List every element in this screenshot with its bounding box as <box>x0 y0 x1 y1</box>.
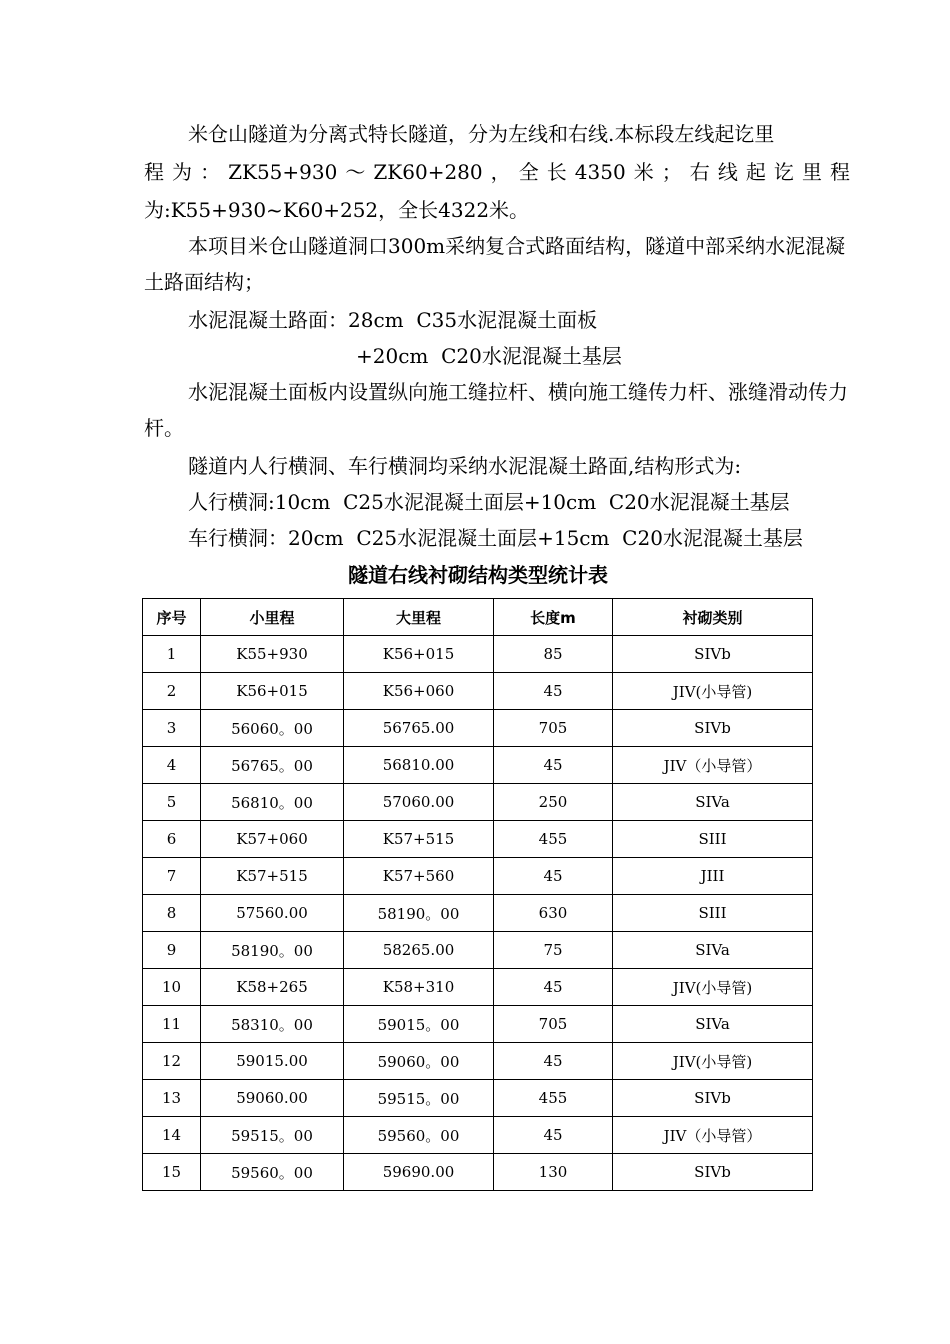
table-row <box>143 1006 813 1043</box>
cell-start-chainage: 59060.00 <box>201 1080 344 1117</box>
table-row <box>143 858 813 895</box>
table-row <box>143 1154 813 1191</box>
cell-lining-type: SIVb <box>613 636 813 673</box>
cell-end-chainage: 59690.00 <box>344 1154 494 1191</box>
cell-end-chainage: K57+560 <box>344 858 494 895</box>
cell-length: 45 <box>494 747 613 784</box>
cell-start-chainage: 57560.00 <box>201 895 344 932</box>
cell-start-chainage: K56+015 <box>201 673 344 710</box>
cell-index: 9 <box>143 932 201 969</box>
cell-end-chainage: 56810.00 <box>344 747 494 784</box>
cell-end-chainage: K58+310 <box>344 969 494 1006</box>
cell-index: 10 <box>143 969 201 1006</box>
table-row <box>143 1117 813 1154</box>
table-row <box>143 747 813 784</box>
cell-lining-type: JIV(小导管) <box>613 969 813 1006</box>
cell-lining-type: SIII <box>613 821 813 858</box>
cell-length: 45 <box>494 858 613 895</box>
cell-lining-type: JIV(小导管) <box>613 1043 813 1080</box>
table-row <box>143 710 813 747</box>
paragraph-1-line-2: 程为：ZK55+930～ZK60+280，全长4350米；右线起讫里程 <box>144 160 850 184</box>
table-row <box>143 1080 813 1117</box>
header-start-chainage: 小里程 <box>201 599 344 636</box>
table-title: 隧道右线衬砌结构类型统计表 <box>348 563 608 587</box>
cell-length: 75 <box>494 932 613 969</box>
paragraph-6: 人行横洞:10cm C25水泥混凝土面层+10cm C20水泥混凝土基层 <box>188 490 790 514</box>
table-row <box>143 784 813 821</box>
paragraph-7: 车行横洞：20cm C25水泥混凝土面层+15cm C20水泥混凝土基层 <box>188 526 803 550</box>
header-lining-type: 衬砌类别 <box>613 599 813 636</box>
cell-start-chainage: K55+930 <box>201 636 344 673</box>
cell-lining-type: JIV（小导管） <box>613 1117 813 1154</box>
cell-start-chainage: 56060。00 <box>201 710 344 747</box>
cell-start-chainage: K57+515 <box>201 858 344 895</box>
cell-index: 2 <box>143 673 201 710</box>
cell-end-chainage: 59060。00 <box>344 1043 494 1080</box>
cell-end-chainage: 56765.00 <box>344 710 494 747</box>
cell-end-chainage: 58190。00 <box>344 895 494 932</box>
cell-index: 5 <box>143 784 201 821</box>
cell-length: 45 <box>494 1117 613 1154</box>
paragraph-3-line-1: 水泥混凝土路面：28cm C35水泥混凝土面板 <box>188 308 598 332</box>
cell-index: 13 <box>143 1080 201 1117</box>
cell-start-chainage: 56810。00 <box>201 784 344 821</box>
cell-length: 45 <box>494 673 613 710</box>
table-row <box>143 895 813 932</box>
cell-end-chainage: 57060.00 <box>344 784 494 821</box>
cell-end-chainage: 58265.00 <box>344 932 494 969</box>
cell-index: 12 <box>143 1043 201 1080</box>
cell-lining-type: SIII <box>613 895 813 932</box>
paragraph-1-line-1: 米仓山隧道为分离式特长隧道，分为左线和右线.本标段左线起讫里 <box>188 122 775 146</box>
table-row <box>143 932 813 969</box>
cell-end-chainage: 59560。00 <box>344 1117 494 1154</box>
paragraph-2: 本项目米仓山隧道洞口300m采纳复合式路面结构，隧道中部采纳水泥混凝土路面结构； <box>144 234 846 294</box>
table-body <box>143 636 813 1191</box>
cell-length: 705 <box>494 1006 613 1043</box>
cell-lining-type: SIVb <box>613 1080 813 1117</box>
cell-index: 7 <box>143 858 201 895</box>
table-row <box>143 969 813 1006</box>
cell-index: 11 <box>143 1006 201 1043</box>
cell-start-chainage: K57+060 <box>201 821 344 858</box>
cell-index: 4 <box>143 747 201 784</box>
cell-end-chainage: K56+015 <box>344 636 494 673</box>
cell-length: 630 <box>494 895 613 932</box>
cell-length: 455 <box>494 821 613 858</box>
paragraph-4: 水泥混凝土面板内设置纵向施工缝拉杆、横向施工缝传力杆、涨缝滑动传力杆。 <box>144 380 848 440</box>
cell-end-chainage: K57+515 <box>344 821 494 858</box>
table-header-row <box>143 599 813 636</box>
cell-index: 3 <box>143 710 201 747</box>
cell-start-chainage: 58190。00 <box>201 932 344 969</box>
cell-lining-type: SIVa <box>613 1006 813 1043</box>
table-row <box>143 673 813 710</box>
table-row <box>143 1043 813 1080</box>
cell-lining-type: JIV(小导管) <box>613 673 813 710</box>
paragraph-5: 隧道内人行横洞、车行横洞均采纳水泥混凝土路面,结构形式为: <box>188 454 742 478</box>
cell-length: 45 <box>494 1043 613 1080</box>
cell-length: 705 <box>494 710 613 747</box>
table-row <box>143 821 813 858</box>
cell-lining-type: SIVa <box>613 932 813 969</box>
lining-structure-table <box>142 598 813 1191</box>
paragraph-1-line-3: 为:K55+930~K60+252，全长4322米。 <box>144 198 530 222</box>
cell-lining-type: SIVb <box>613 710 813 747</box>
cell-end-chainage: 59015。00 <box>344 1006 494 1043</box>
cell-start-chainage: K58+265 <box>201 969 344 1006</box>
header-end-chainage: 大里程 <box>344 599 494 636</box>
cell-end-chainage: 59515。00 <box>344 1080 494 1117</box>
cell-length: 455 <box>494 1080 613 1117</box>
cell-length: 45 <box>494 969 613 1006</box>
header-length: 长度m <box>494 599 613 636</box>
cell-lining-type: SIVa <box>613 784 813 821</box>
cell-start-chainage: 59015.00 <box>201 1043 344 1080</box>
cell-length: 130 <box>494 1154 613 1191</box>
cell-start-chainage: 56765。00 <box>201 747 344 784</box>
header-index: 序号 <box>143 599 201 636</box>
cell-length: 85 <box>494 636 613 673</box>
cell-lining-type: JIV（小导管） <box>613 747 813 784</box>
cell-index: 8 <box>143 895 201 932</box>
cell-start-chainage: 59515。00 <box>201 1117 344 1154</box>
cell-length: 250 <box>494 784 613 821</box>
paragraph-3-line-2: +20cm C20水泥混凝土基层 <box>356 344 622 368</box>
cell-index: 15 <box>143 1154 201 1191</box>
cell-index: 14 <box>143 1117 201 1154</box>
cell-index: 1 <box>143 636 201 673</box>
cell-index: 6 <box>143 821 201 858</box>
cell-start-chainage: 59560。00 <box>201 1154 344 1191</box>
cell-start-chainage: 58310。00 <box>201 1006 344 1043</box>
cell-lining-type: JIII <box>613 858 813 895</box>
cell-lining-type: SIVb <box>613 1154 813 1191</box>
cell-end-chainage: K56+060 <box>344 673 494 710</box>
table-row <box>143 636 813 673</box>
